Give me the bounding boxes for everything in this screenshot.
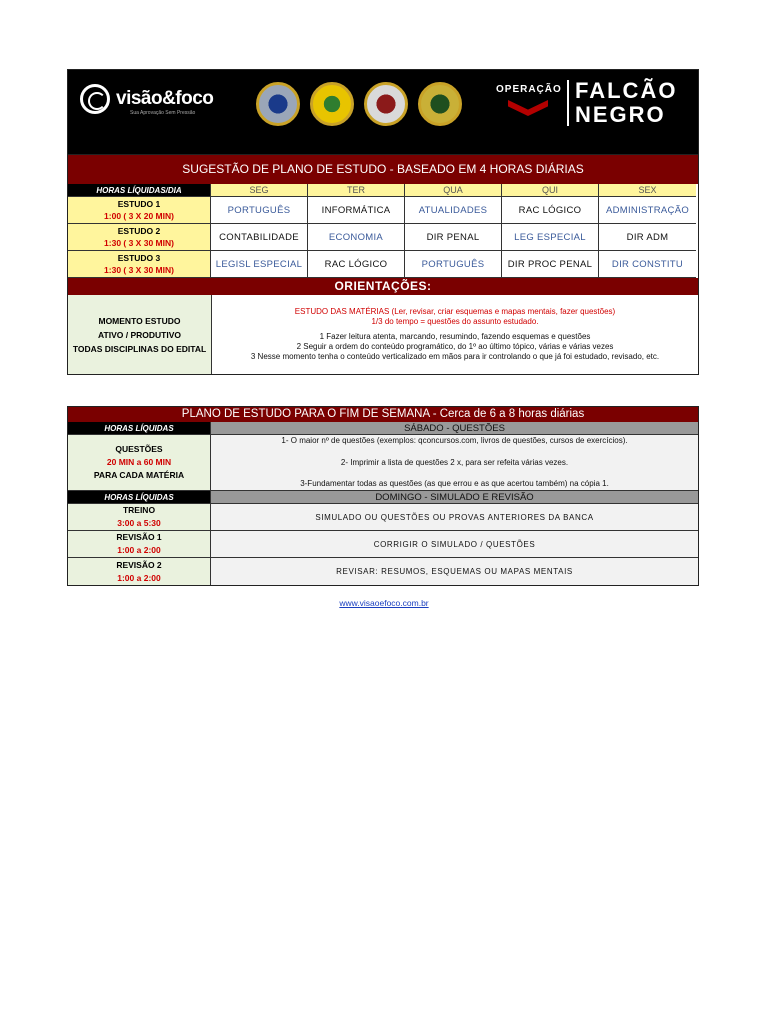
brand-tagline: Sua Aprovação Sem Pressão [130,110,196,116]
orientations-summary-line: TODAS DISCIPLINAS DO EDITAL [72,343,207,354]
brand-name: visão&foco [116,88,214,109]
weekday-schedule-table [68,184,698,278]
weekday-plan-sheet [67,69,699,375]
website-link[interactable]: www.visaoefoco.com.br [339,598,429,608]
saturday-label [68,435,211,491]
orientations-summary-line: MOMENTO ESTUDO [98,315,181,326]
orientations-section [68,295,698,374]
day-header: QUA [405,184,502,197]
row-label [68,197,211,224]
sunday-label-time: 1:00 a 2:00 [117,545,161,555]
sunday-header-row [68,491,698,504]
sunday-label-time: 3:00 a 5:30 [117,518,161,528]
falcon-wing-icon [508,100,548,116]
schedule-cell: ADMINISTRAÇÃO [599,197,696,224]
schedule-cell: ECONOMIA [308,224,405,251]
sunday-activity: CORRIGIR O SIMULADO / QUESTÕES [211,531,698,558]
saturday-header: SÁBADO - QUESTÕES [211,422,698,435]
weekend-plan-title: PLANO DE ESTUDO PARA O FIM DE SEMANA - Cerca de 6 a 8 horas diárias [68,407,698,422]
sunday-label-title: REVISÃO 2 [116,559,162,570]
federal-police-badge-icon [256,82,300,126]
schedule-cell: RAC LÓGICO [502,197,599,224]
saturday-instruction: 2- Imprimir a lista de questões 2 x, para ser refeita várias vezes. [340,457,569,467]
row-label-title: ESTUDO 2 [117,226,161,236]
operation-label: OPERAÇÃO [496,84,562,95]
civil-police-badge-icon [364,82,408,126]
sunday-label [68,558,211,585]
sunday-label-time: 1:00 a 2:00 [117,572,161,583]
saturday-instruction: 3-Fundamentar todas as questões (as que errou e as que acertou também) na cópia 1. [300,479,609,488]
saturday-instruction: 1- O maior nº de questões (exemplos: qconcursos.com, livros de questões, cursos de exercícios). [281,436,628,445]
schedule-cell: CONTABILIDADE [211,224,308,251]
schedule-cell: DIR PENAL [405,224,502,251]
orientations-summary-line: ATIVO / PRODUTIVO [98,329,181,340]
highway-police-badge-icon [310,82,354,126]
sunday-label-title: TREINO [122,505,156,515]
row-label-time: 1:00 ( 3 X 20 MIN) [104,211,174,221]
hours-header: HORAS LÍQUIDAS/DIA [68,184,211,197]
orientations-highlight: ESTUDO DAS MATÉRIAS (Ler, revisar, criar esquemas e mapas mentais, fazer questões) [294,307,616,316]
saturday-label-line: QUESTÕES [115,444,163,454]
schedule-cell: ATUALIDADES [405,197,502,224]
sunday-row [68,504,698,531]
row-label [68,251,211,278]
orientations-summary [68,295,212,374]
operation-name-line1: FALCÃO [575,78,678,103]
schedule-cell: LEGISL ESPECIAL [211,251,308,278]
schedule-cell: DIR CONSTITU [599,251,696,278]
day-header: QUI [502,184,599,197]
sunday-activity: REVISAR: RESUMOS, ESQUEMAS OU MAPAS MENTAIS [211,558,698,585]
orientations-title: ORIENTAÇÕES: [68,278,698,295]
brand-logo-icon [80,84,110,114]
sunday-label [68,531,211,558]
row-label-title: ESTUDO 3 [117,253,161,263]
schedule-cell: INFORMÁTICA [308,197,405,224]
orientations-details [212,295,698,374]
sunday-label [68,504,211,531]
sunday-header: DOMINGO - SIMULADO E REVISÃO [211,491,698,504]
schedule-cell: RAC LÓGICO [308,251,405,278]
sunday-label-title: REVISÃO 1 [116,532,162,542]
agency-badges [256,82,462,126]
policia-federal-badge-icon [418,82,462,126]
schedule-cell: DIR ADM [599,224,696,251]
saturday-header-row [68,422,698,435]
operation-name [575,79,677,127]
orientations-step: 3 Nesse momento tenha o conteúdo verticalizado em mãos para ir controlando o que já foi estudado, revisado, etc. [250,352,660,361]
sunday-row [68,558,698,585]
row-label-time: 1:30 ( 3 X 30 MIN) [104,265,174,275]
hours-header: HORAS LÍQUIDAS [68,491,211,504]
orientations-step: 2 Seguir a ordem do conteúdo programático, do 1º ao último tópico, várias e várias vezes [296,342,614,351]
saturday-label-time: 20 MIN a 60 MIN [106,457,172,467]
row-label [68,224,211,251]
row-label-title: ESTUDO 1 [117,199,161,209]
weekend-plan-sheet [67,406,699,586]
operation-divider [567,80,569,126]
schedule-cell: DIR PROC PENAL [502,251,599,278]
hours-header: HORAS LÍQUIDAS [68,422,211,435]
operation-name-line2: NEGRO [575,102,666,127]
saturday-instructions [211,435,698,491]
weekday-plan-title: SUGESTÃO DE PLANO DE ESTUDO - BASEADO EM 4 HORAS DIÁRIAS [68,154,698,184]
day-header: SEX [599,184,696,197]
orientations-highlight: 1/3 do tempo = questões do assunto estudado. [371,317,539,326]
day-header: SEG [211,184,308,197]
day-header: TER [308,184,405,197]
saturday-label-line: PARA CADA MATÉRIA [93,470,185,480]
header-banner [68,70,698,154]
row-label-time: 1:30 ( 3 X 30 MIN) [104,238,174,248]
schedule-cell: PORTUGUÊS [405,251,502,278]
schedule-cell: PORTUGUÊS [211,197,308,224]
sunday-row [68,531,698,558]
schedule-cell: LEG ESPECIAL [502,224,599,251]
orientations-step: 1 Fazer leitura atenta, marcando, resumindo, fazendo esquemas e questões [319,332,591,341]
sunday-activity: SIMULADO OU QUESTÕES OU PROVAS ANTERIORES DA BANCA [211,504,698,531]
saturday-row [68,435,698,491]
